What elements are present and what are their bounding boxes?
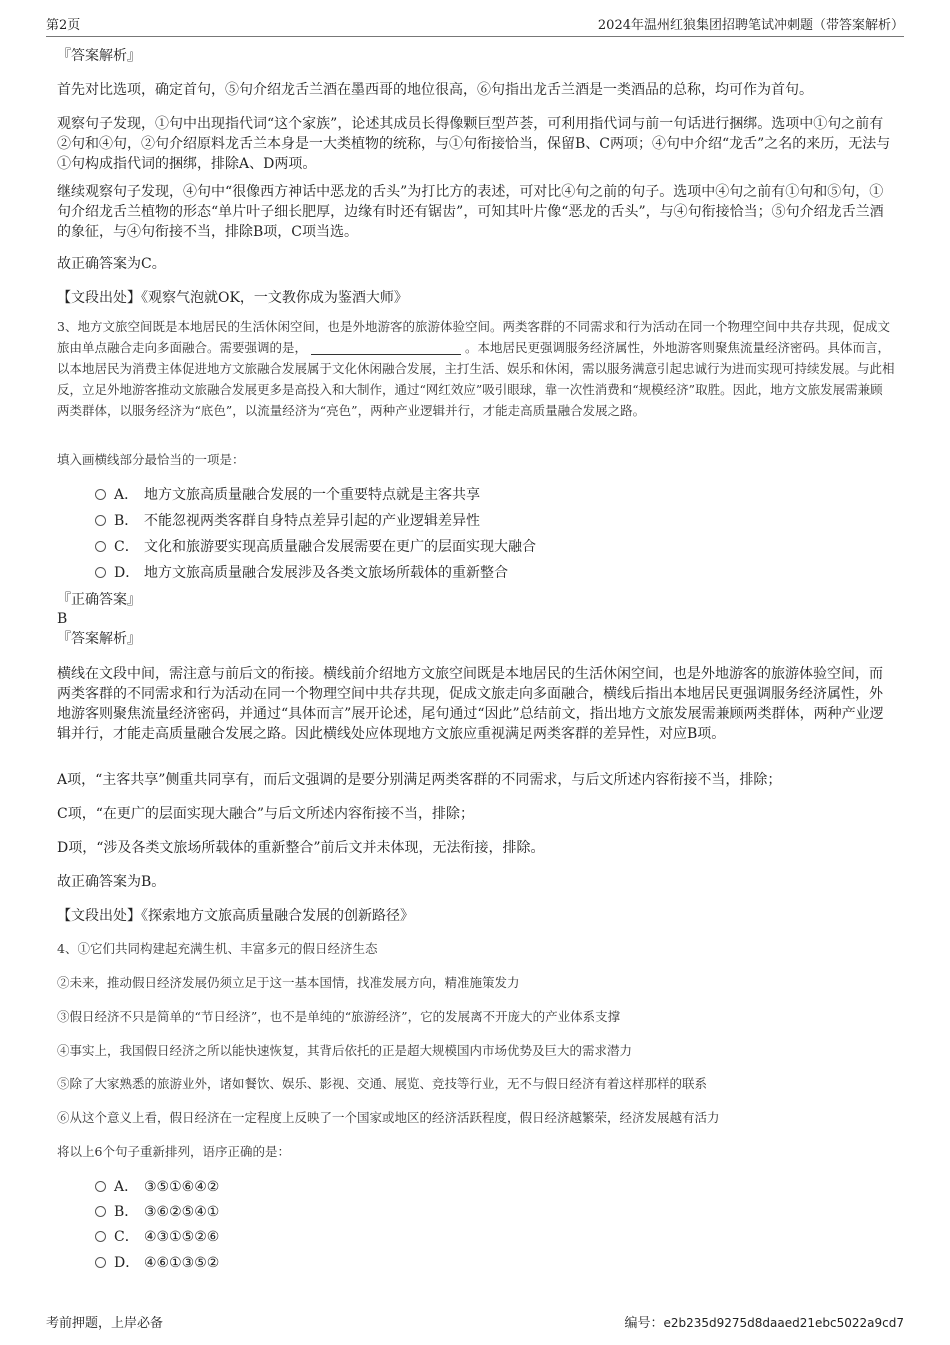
q3-passage-after: 。本地居民更强调服务经济属性，外地游客则聚焦流量经济密码。具体而言，以本地居民为消费主体促进地方文旅融合发展属于文化休闲融合发展，主打生活、娱乐和休闲，需以服务满意引起忠诚行为进而实现可持续发展。与此相反，立足外地游客推动文旅融合发展更多是高投入和大制作，通过“网红效应”吸引眼球，靠一次性消费和“规模经济”取胜。因此，地方文旅发展需兼顾两类群体，以服务经济为“底色”，以流量经济为“亮色”，两种产业逻辑并行，才能走高质量融合发展之路。 [57, 340, 895, 418]
option-text: ③⑥②⑤④① [144, 1204, 220, 1220]
q3-analysis-p1: 横线在文段中间，需注意与前后文的衔接。横线前介绍地方文旅空间既是本地居民的生活休闲空间，也是外地游客的旅游体验空间，而两类客群的不同需求和行为活动在同一个物理空间中共存共现，促成文旅走向多面融合，横线后指出本地居民更强调服务经济属性，外地游客则聚焦流量经济密码，并通过“具体而言”展开论述，尾句通过“因此”总结前文，指出地方文旅发展需兼顾两类群体，两种产业逻辑并行，才能走高质量融合发展之路。因此横线处应体现地方文旅应重视满足两类客群的差异性，对应B项。 [57, 666, 884, 742]
q4-option-c[interactable] [95, 1227, 219, 1247]
q3-answer: B [57, 611, 68, 627]
radio-button-icon[interactable] [95, 567, 106, 578]
document-id-label: 编号： [624, 1316, 664, 1331]
radio-button-icon[interactable] [95, 541, 106, 552]
q3-answer-label: 『正确答案』 [57, 592, 141, 608]
radio-button-icon[interactable] [95, 1181, 106, 1192]
document-id-value: e2b235d9275d8daaed21ebc5022a9cd7 [663, 1316, 904, 1330]
q2-analysis-p3: 继续观察句子发现，④句中“很像西方神话中恶龙的舌头”为打比方的表述，可对比④句之前的句子。选项中④句之前有①句和⑤句，①句介绍龙舌兰植物的形态“单片叶子细长肥厚，边缘有时还有锯齿”，可知其叶片像“恶龙的舌头”，与④句衔接恰当；⑤句介绍龙舌兰酒的象征，与④句衔接不当，排除B项，C项当选。 [57, 184, 884, 240]
q3-analysis-d: D项，“涉及各类文旅场所载体的重新整合”前后文并未体现，无法衔接，排除。 [57, 840, 545, 856]
option-letter: B． [114, 513, 139, 529]
q3-option-c[interactable] [95, 537, 536, 557]
option-text: 不能忽视两类客群自身特点差异引起的产业逻辑差异性 [144, 513, 480, 529]
q4-sentence-5: ⑤除了大家熟悉的旅游业外，诸如餐饮、娱乐、影视、交通、展览、竞技等行业，无不与假日经济有着这样那样的联系 [57, 1076, 708, 1091]
q4-option-a[interactable] [95, 1177, 219, 1197]
radio-button-icon[interactable] [95, 515, 106, 526]
q2-analysis-p1: 首先对比选项，确定首句，⑤句介绍龙舌兰酒在墨西哥的地位很高，⑥句指出龙舌兰酒是一类酒品的总称，均可作为首句。 [57, 82, 813, 98]
radio-button-icon[interactable] [95, 1257, 106, 1268]
radio-button-icon[interactable] [95, 1206, 106, 1217]
option-letter: A． [114, 1179, 139, 1195]
q3-analysis-label: 『答案解析』 [57, 631, 141, 647]
q3-conclusion: 故正确答案为B。 [57, 874, 166, 890]
option-letter: D． [114, 565, 140, 581]
q4-sentence-3: ③假日经济不只是简单的“节日经济”，也不是单纯的“旅游经济”，它的发展离不开庞大的产业体系支撑 [57, 1009, 621, 1024]
q3-option-d[interactable] [95, 563, 508, 583]
document-id [624, 1312, 904, 1331]
document-title: 2024年温州红狼集团招聘笔试冲刺题（带答案解析） [597, 18, 904, 33]
q3-analysis-a: A项，“主客共享”侧重共同享有，而后文强调的是要分别满足两类客群的不同需求，与后文所述内容衔接不当，排除； [57, 772, 782, 788]
fill-blank [311, 340, 461, 355]
q2-analysis-p2: 观察句子发现，①句中出现指代词“这个家族”，论述其成员长得像颗巨型芦荟，可利用指代词与前一句话进行捆绑。选项中①句之前有②句和④句，②句介绍原料龙舌兰本身是一大类植物的统称，与①句衔接恰当，保留B、C两项；④句中介绍“龙舌”之名的来历，无法与①句构成指代词的捆绑，排除A、D两项。 [57, 116, 891, 172]
q2-conclusion: 故正确答案为C。 [57, 256, 166, 272]
q3-option-a[interactable] [95, 485, 480, 505]
option-text: ③⑤①⑥④② [144, 1179, 220, 1195]
q2-source: 【文段出处】《观察气泡就OK，一文教你成为鉴酒大师》 [57, 290, 408, 306]
radio-button-icon[interactable] [95, 1231, 106, 1242]
radio-button-icon[interactable] [95, 489, 106, 500]
q4-sentence-6: ⑥从这个意义上看，假日经济在一定程度上反映了一个国家或地区的经济活跃程度，假日经济越繁荣，经济发展越有活力 [57, 1110, 720, 1125]
q3-option-b[interactable] [95, 511, 480, 531]
option-letter: D． [114, 1255, 140, 1271]
q3-prompt: 填入画横线部分最恰当的一项是： [57, 452, 245, 467]
option-text: ④③①⑤②⑥ [144, 1229, 220, 1245]
q3-passage [57, 316, 895, 421]
page-header [46, 14, 904, 37]
q4-sentence-4: ④事实上，我国假日经济之所以能快速恢复，其背后依托的正是超大规模国内市场优势及巨大的需求潜力 [57, 1043, 633, 1058]
option-text: 文化和旅游要实现高质量融合发展需要在更广的层面实现大融合 [144, 539, 536, 555]
option-text: ④⑥①③⑤② [144, 1255, 220, 1271]
q3-analysis-c: C项，“在更广的层面实现大融合”与后文所述内容衔接不当，排除； [57, 806, 475, 822]
option-text: 地方文旅高质量融合发展涉及各类文旅场所载体的重新整合 [144, 565, 508, 581]
q4-option-b[interactable] [95, 1202, 219, 1222]
option-letter: A． [114, 487, 139, 503]
option-letter: C． [114, 539, 139, 555]
page-number: 第2页 [46, 18, 81, 33]
q4-sentence-1: 4、①它们共同构建起充满生机、丰富多元的假日经济生态 [57, 941, 378, 956]
q3-passage-before: 3、地方文旅空间既是本地居民的生活休闲空间，也是外地游客的旅游体验空间。两类客群的不同需求和行为活动在同一个物理空间中共存共现，促成文旅由单点融合走向多面融合。需要强调的是， [57, 319, 890, 355]
q2-analysis-label: 『答案解析』 [57, 48, 141, 64]
q4-sentence-2: ②未来，推动假日经济发展仍须立足于这一基本国情，找准发展方向，精准施策发力 [57, 975, 520, 990]
option-letter: B． [114, 1204, 139, 1220]
footer-slogan: 考前押题，上岸必备 [46, 1316, 164, 1331]
option-text: 地方文旅高质量融合发展的一个重要特点就是主客共享 [144, 487, 480, 503]
q4-prompt: 将以上6个句子重新排列，语序正确的是： [57, 1144, 290, 1159]
q3-source: 【文段出处】《探索地方文旅高质量融合发展的创新路径》 [57, 908, 414, 924]
option-letter: C． [114, 1229, 139, 1245]
q4-option-d[interactable] [95, 1253, 219, 1273]
